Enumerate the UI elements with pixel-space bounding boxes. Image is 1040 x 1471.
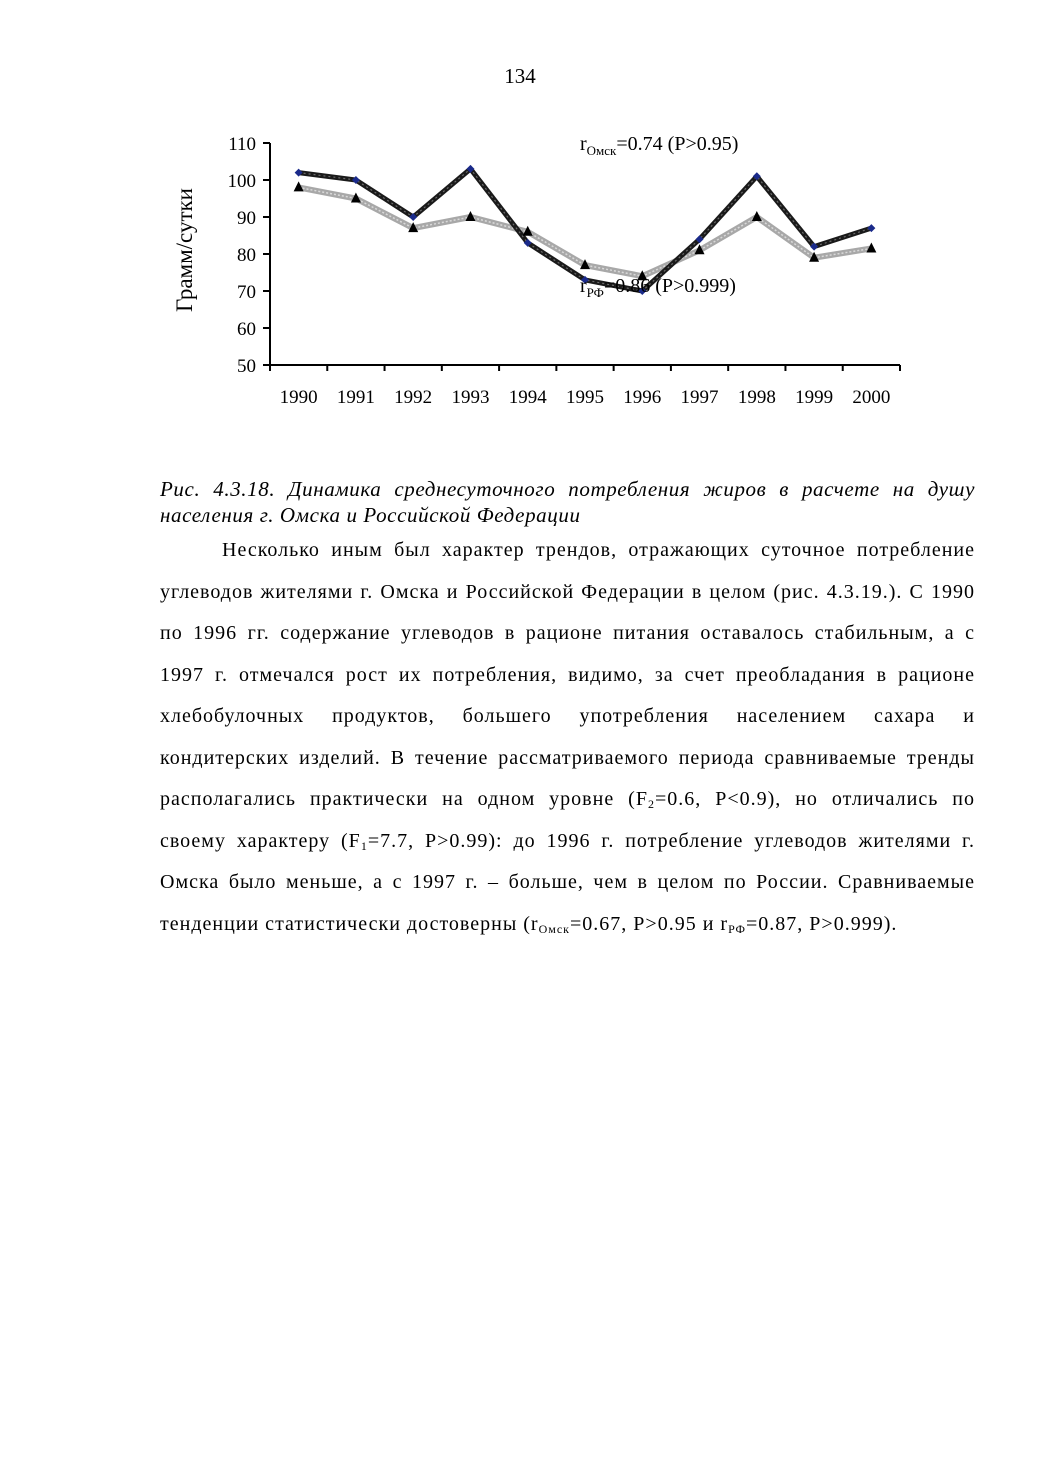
x-tick-label: 1996 <box>623 387 662 408</box>
x-tick-label: 1999 <box>795 387 834 408</box>
figure-caption: Рис. 4.3.18. Динамика среднесуточного потребления жиров в расчете на душу населения г. Омска и Российской Федерации <box>160 477 975 527</box>
y-axis-label: Грамм/сутки <box>172 188 197 312</box>
x-tick-label: 1994 <box>508 387 547 408</box>
y-axis-ticks <box>228 134 271 377</box>
x-tick-label: 1993 <box>451 387 490 408</box>
x-tick-label: 1991 <box>336 387 375 408</box>
y-tick-label: 80 <box>237 245 256 266</box>
y-tick-label: 50 <box>237 356 256 377</box>
correlation-annotation-omsk: $r_{Омск}=0.74$ (P>0.95) <box>580 133 739 158</box>
series-line-omsk-texture <box>299 169 872 291</box>
body-text <box>160 530 975 945</box>
y-tick-label: 60 <box>237 319 256 340</box>
x-tick-label: 2000 <box>852 387 891 408</box>
x-tick-label: 1990 <box>279 387 318 408</box>
x-axis-ticks <box>270 365 900 408</box>
y-tick-label: 100 <box>227 171 256 192</box>
y-tick-label: 110 <box>228 134 256 155</box>
x-tick-label: 1995 <box>566 387 604 408</box>
y-tick-label: 90 <box>237 208 256 229</box>
body-paragraph: Несколько иным был характер трендов, отражающих суточное потребление углеводов жителями г. Омска и Российской Федерации в целом (рис. 4.3.19.). С 1990 по 1996 гг. содержание углеводов в рационе питания оставалось стабильным, а с 1997 г. отмечался рост их потребления, видимо, за счет преобладания в рационе хлебобулочных продуктов, большего употребления населением сахара и кондитерских изделий. В течение рассматриваемого периода сравниваемые тренды располагались практически на одном уровне ($F_2=0.6$, P<0.9), но отличались по своему характеру ($F_1=7.7$, P>0.99): до 1996 г. потребление углеводов жителями г. Омска было меньше, а с 1997 г. – больше, чем в целом по России. Сравниваемые тенденции статистически достоверны ($r_{Омск}=0.67$, P>0.95 и $r_{РФ}=0.87$, P>0.999). <box>160 539 975 936</box>
x-tick-label: 1998 <box>737 387 776 408</box>
correlation-annotation-rf: $r_{РФ}=0.86$ (P>0.999) <box>580 275 736 300</box>
page-number: 134 <box>504 64 536 88</box>
series-line-omsk <box>299 169 872 291</box>
x-tick-label: 1997 <box>680 387 719 408</box>
y-tick-label: 70 <box>237 282 256 303</box>
x-tick-label: 1992 <box>394 387 433 408</box>
annotations <box>580 133 738 300</box>
fat-consumption-chart <box>150 120 930 420</box>
